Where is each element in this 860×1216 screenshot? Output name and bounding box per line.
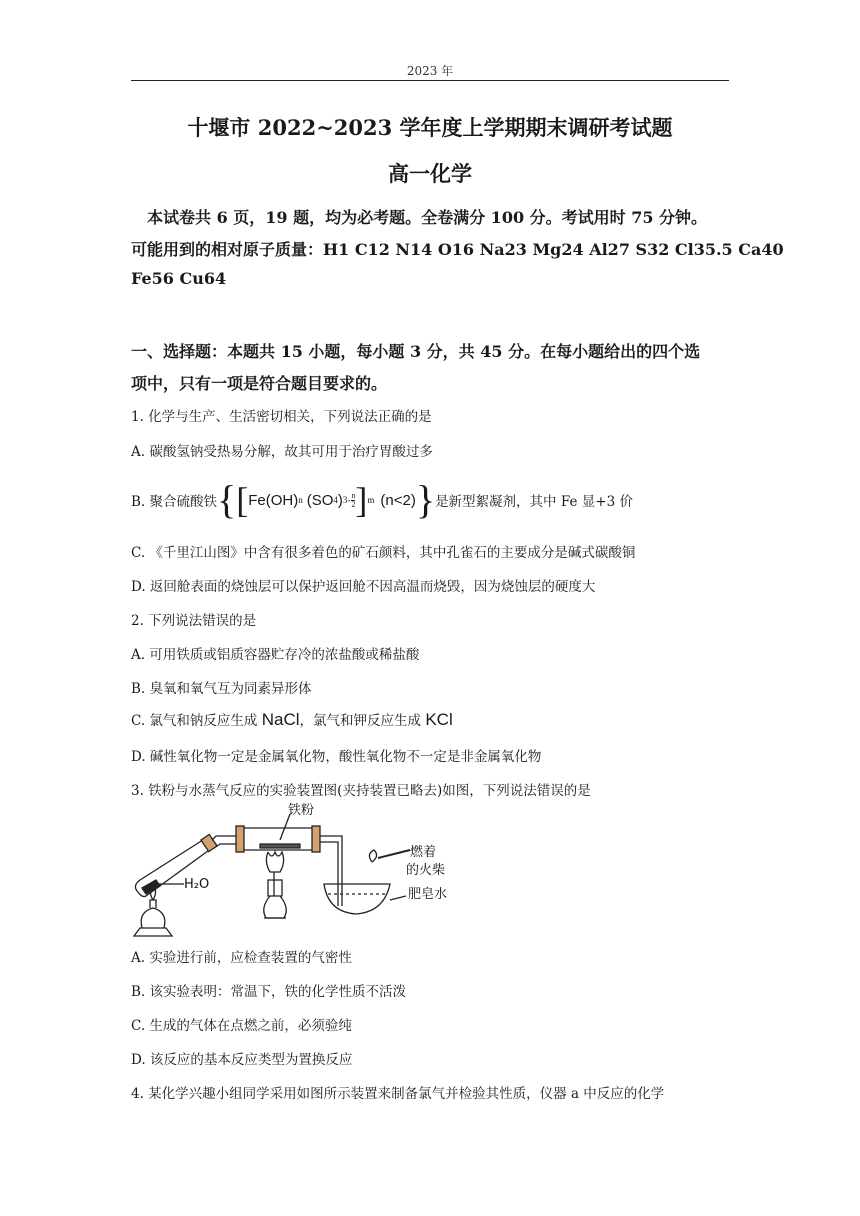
match-stick bbox=[378, 850, 410, 858]
kcl-formula: KCl bbox=[425, 710, 453, 729]
q1-option-c: C. 《千里江山图》中含有很多着色的矿石颜料，其中孔雀石的主要成分是碱式碳酸铜 bbox=[131, 545, 636, 561]
soap-leader bbox=[390, 896, 406, 900]
q1-option-d: D. 返回舱表面的烧蚀层可以保护返回舱不因高温而烧毁，因为烧蚀层的硬度大 bbox=[131, 579, 596, 595]
q3-option-b: B. 该实验表明：常温下，铁的化学性质不活泼 bbox=[131, 984, 407, 1000]
burner-flame bbox=[266, 852, 283, 872]
q1-b-suffix: 是新型絮凝剂，其中 Fe 显+3 价 bbox=[435, 494, 633, 510]
left-brace: { bbox=[217, 477, 237, 522]
left-lamp-body bbox=[141, 908, 165, 928]
header-rule bbox=[131, 80, 729, 81]
label-soap-water: 肥皂水 bbox=[408, 887, 448, 902]
formula-sub-4: 4 bbox=[333, 495, 338, 505]
iron-steam-apparatus-diagram bbox=[128, 800, 458, 938]
q1-option-b bbox=[131, 478, 633, 522]
intro-line-1: 本试卷共 6 页，19 题，均为必考题。全卷满分 100 分。考试用时 75 分钟。 bbox=[147, 208, 708, 227]
reaction-tube-right-stopper bbox=[312, 826, 320, 852]
left-lamp-neck bbox=[150, 900, 156, 908]
q2-option-c bbox=[131, 709, 453, 730]
q2-option-a: A. 可用铁质或铝质容器贮存冷的浓盐酸或稀盐酸 bbox=[131, 647, 420, 663]
nacl-formula: NaCl bbox=[261, 710, 300, 729]
q3-stem: 3. 铁粉与水蒸气反应的实验装置图(夹持装置已略去)如图，下列说法错误的是 bbox=[131, 783, 591, 799]
formula-so: SO bbox=[311, 491, 334, 509]
formula-condition: (n<2) bbox=[380, 491, 416, 509]
formula-sub-3: 3- bbox=[342, 495, 351, 505]
q4-stem: 4. 某化学兴趣小组同学采用如图所示装置来制备氯气并检验其性质，仪器 a 中反应的化学 bbox=[131, 1086, 665, 1102]
lamp-bottle bbox=[264, 896, 287, 918]
soap-dish bbox=[324, 884, 390, 914]
burner-body bbox=[268, 880, 282, 896]
outlet-tube-inner bbox=[320, 842, 338, 906]
q2-option-d: D. 碱性氧化物一定是金属氧化物，酸性氧化物不一定是非金属氧化物 bbox=[131, 749, 542, 765]
formula-paren-close: ) bbox=[337, 491, 343, 509]
label-iron-powder: 铁粉 bbox=[288, 803, 315, 818]
section-heading-line-2: 项中，只有一项是符合题目要求的。 bbox=[131, 374, 388, 393]
q2-c-prefix: C. 氯气和钠反应生成 bbox=[131, 713, 262, 729]
intro-line-3: Fe56 Cu64 bbox=[131, 269, 227, 288]
q2-option-b: B. 臭氧和氧气互为同素异形体 bbox=[131, 681, 312, 697]
q2-stem: 2. 下列说法错误的是 bbox=[131, 613, 257, 629]
q3-option-c: C. 生成的气体在点燃之前，必须验纯 bbox=[131, 1018, 352, 1034]
intro-line-2: 可能用到的相对原子质量：H1 C12 N14 O16 Na23 Mg24 Al27 S32 Cl35.5 Ca40 bbox=[131, 240, 784, 259]
q1-option-a: A. 碳酸氢钠受热易分解，故其可用于治疗胃酸过多 bbox=[131, 444, 433, 460]
q1-b-prefix: B. 聚合硫酸铁 bbox=[131, 494, 218, 510]
q1-stem: 1. 化学与生产、生活密切相关，下列说法正确的是 bbox=[131, 409, 432, 425]
frac-top: n bbox=[351, 490, 356, 500]
label-match-line1: 燃着 bbox=[410, 845, 437, 860]
left-lamp-base bbox=[134, 928, 172, 936]
iron-powder bbox=[260, 844, 300, 848]
formula-sub-n: n bbox=[298, 495, 303, 505]
match-flame bbox=[369, 850, 376, 862]
section-heading-line-1: 一、选择题：本题共 15 小题，每小题 3 分，共 45 分。在每小题给出的四个选 bbox=[131, 342, 701, 361]
label-h2o: H₂O bbox=[184, 877, 210, 892]
right-bracket: ] bbox=[355, 480, 368, 520]
exam-subject: 高一化学 bbox=[388, 161, 472, 186]
reaction-tube-left-stopper bbox=[236, 826, 244, 852]
q2-c-middle: ，氯气和钾反应生成 bbox=[299, 713, 426, 729]
page-header-year: 2023 年 bbox=[406, 64, 454, 78]
exam-title: 十堰市 2022~2023 学年度上学期期末调研考试题 bbox=[187, 115, 673, 140]
frac-bottom: 2 bbox=[351, 499, 356, 509]
formula-fe-oh: Fe(OH) bbox=[248, 491, 299, 509]
formula-paren-open: ( bbox=[306, 491, 312, 509]
left-bracket: [ bbox=[236, 480, 249, 520]
polymeric-ferric-sulfate-formula bbox=[217, 477, 436, 522]
right-brace: } bbox=[415, 477, 436, 522]
outlet-tube-outer bbox=[320, 836, 342, 906]
q3-option-d: D. 该反应的基本反应类型为置换反应 bbox=[131, 1052, 353, 1068]
formula-sub-m: m bbox=[367, 495, 375, 505]
label-match-line2: 的火柴 bbox=[406, 863, 446, 878]
q3-option-a: A. 实验进行前，应检查装置的气密性 bbox=[131, 950, 352, 966]
